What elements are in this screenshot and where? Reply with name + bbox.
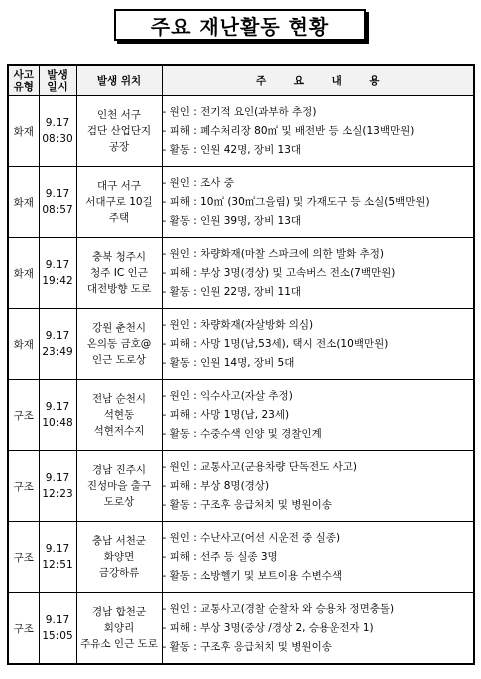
header-time: 발생 일시: [39, 65, 76, 96]
incident-details: [162, 167, 474, 238]
incident-datetime: 9.17 12:51: [39, 522, 76, 593]
incident-activity: - 활동 : 인원 14명, 장비 5대: [162, 356, 295, 369]
incident-type: 구조: [8, 380, 39, 451]
incident-cause: - 원인 : 차량화재(자살방화 의심): [162, 318, 314, 331]
table-row: [8, 522, 474, 593]
incident-type: 화재: [8, 309, 39, 380]
incident-location: 대구 서구 서대구로 10길 주택: [76, 167, 162, 238]
incident-location: 경남 진주시 진성마을 출구 도로상: [76, 451, 162, 522]
incident-details: [162, 522, 474, 593]
incident-cause: - 원인 : 전기적 요인(과부하 추정): [162, 105, 317, 118]
incident-details: [162, 96, 474, 167]
incident-type: 화재: [8, 238, 39, 309]
header-content: 주 요 내 용: [162, 65, 474, 96]
table-row: [8, 309, 474, 380]
incident-location: 충북 청주시 청주 IC 인근 대전방향 도로: [76, 238, 162, 309]
incident-datetime: 9.17 15:05: [39, 593, 76, 665]
table-row: [8, 167, 474, 238]
incident-damage: - 피해 : 부상 3명(경상) 및 고속버스 전소(7백만원): [162, 266, 396, 279]
incident-cause: - 원인 : 교통사고(경찰 순찰차 와 승용차 정면충돌): [162, 602, 395, 615]
incident-location: 전남 순천시 석현동 석현저수지: [76, 380, 162, 451]
incident-damage: - 피해 : 부상 8명(경상): [162, 479, 270, 492]
table-row: [8, 451, 474, 522]
incident-location: 경남 합천군 회양리 주유소 인근 도로: [76, 593, 162, 665]
incident-cause: - 원인 : 수난사고(어선 시운전 중 실종): [162, 531, 341, 544]
incident-activity: - 활동 : 인원 39명, 장비 13대: [162, 214, 302, 227]
incident-type: 구조: [8, 593, 39, 665]
table-header-row: [8, 65, 474, 96]
incident-type: 구조: [8, 522, 39, 593]
incident-details: [162, 380, 474, 451]
header-type: 사고 유형: [8, 65, 39, 96]
page-title: 주요 재난활동 현황: [114, 9, 366, 41]
incident-details: [162, 309, 474, 380]
incident-datetime: 9.17 19:42: [39, 238, 76, 309]
incident-damage: - 피해 : 사망 1명(남,53세), 택시 전소(10백만원): [162, 337, 389, 350]
table-row: [8, 593, 474, 665]
incident-location: 충남 서천군 화양면 금강하류: [76, 522, 162, 593]
incident-datetime: 9.17 08:57: [39, 167, 76, 238]
incident-activity: - 활동 : 인원 42명, 장비 13대: [162, 143, 302, 156]
incident-activity: - 활동 : 구조후 응급처치 및 병원이송: [162, 498, 332, 511]
incident-type: 화재: [8, 167, 39, 238]
table-row: [8, 380, 474, 451]
incident-table: [7, 64, 475, 665]
incident-damage: - 피해 : 선주 등 실종 3명: [162, 550, 278, 563]
incident-details: [162, 451, 474, 522]
incident-cause: - 원인 : 교통사고(군용차량 단독전도 사고): [162, 460, 357, 473]
incident-details: [162, 593, 474, 665]
incident-details: [162, 238, 474, 309]
incident-datetime: 9.17 08:30: [39, 96, 76, 167]
incident-datetime: 9.17 10:48: [39, 380, 76, 451]
incident-type: 구조: [8, 451, 39, 522]
incident-damage: - 피해 : 10㎡ (30㎡그을림) 및 가재도구 등 소실(5백만원): [162, 195, 430, 208]
incident-activity: - 활동 : 소방헬기 및 보트이용 수변수색: [162, 569, 342, 582]
incident-datetime: 9.17 12:23: [39, 451, 76, 522]
incident-cause: - 원인 : 익수사고(자살 추정): [162, 389, 293, 402]
header-location: 발생 위치: [76, 65, 162, 96]
incident-activity: - 활동 : 수중수색 인양 및 경찰인계: [162, 427, 322, 440]
incident-activity: - 활동 : 인원 22명, 장비 11대: [162, 285, 302, 298]
incident-activity: - 활동 : 구조후 응급처치 및 병원이송: [162, 640, 332, 653]
incident-damage: - 피해 : 폐수처리장 80㎡ 및 배전반 등 소실(13백만원): [162, 124, 415, 137]
incident-location: 인천 서구 검단 산업단지 공장: [76, 96, 162, 167]
incident-cause: - 원인 : 조사 중: [162, 176, 234, 189]
table-row: [8, 238, 474, 309]
table-row: [8, 96, 474, 167]
incident-datetime: 9.17 23:49: [39, 309, 76, 380]
incident-location: 강원 춘천시 온의동 금호@ 인근 도로상: [76, 309, 162, 380]
incident-cause: - 원인 : 차량화재(마찰 스파크에 의한 발화 추정): [162, 247, 384, 260]
incident-damage: - 피해 : 부상 3명(중상 /경상 2, 승용운전자 1): [162, 621, 374, 634]
incident-damage: - 피해 : 사망 1명(남, 23세): [162, 408, 290, 421]
incident-type: 화재: [8, 96, 39, 167]
